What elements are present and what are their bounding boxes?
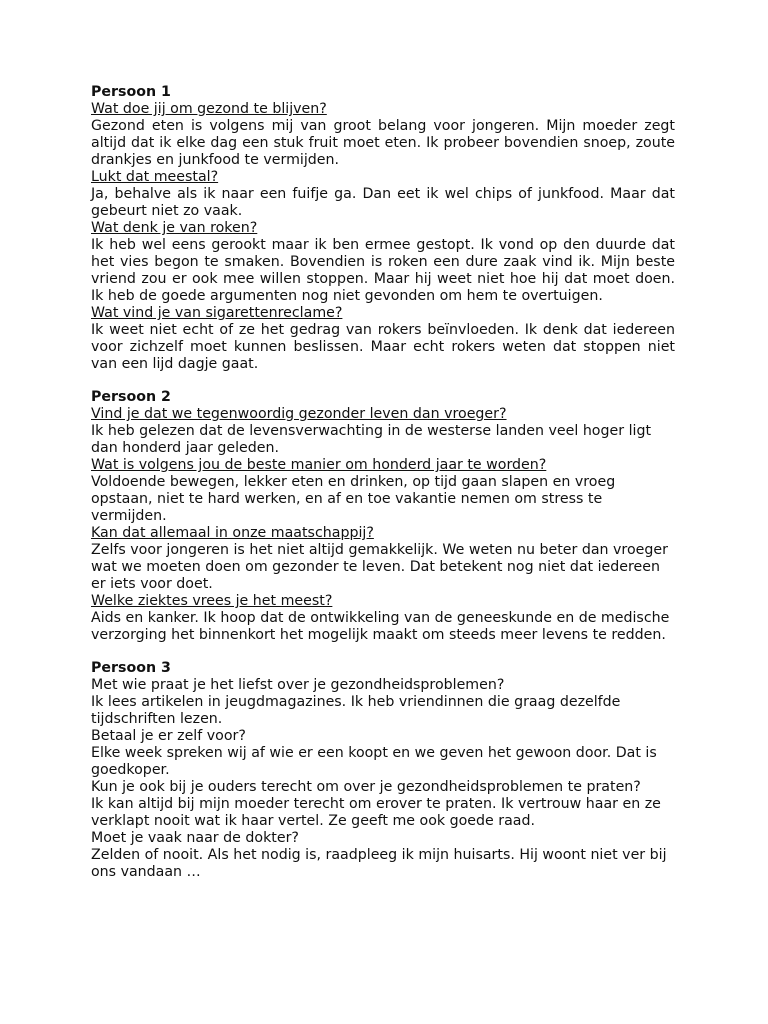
answer: Aids en kanker. Ik hoop dat de ontwikkeling van de geneeskunde en de medische verzorging het binnenkort het mogelijk maakt om steeds meer levens te redden. — [91, 610, 670, 643]
answer: Ik heb gelezen dat de levensverwachting in de westerse landen veel hoger ligt dan honderd jaar geleden. — [91, 423, 652, 456]
answer: Ik heb wel eens gerookt maar ik ben ermee gestopt. Ik vond op den duurde dat het vies begon te smaken. Bovendien is roken een dure zaak vind ik. Mijn beste vriend zou er ook mee willen stoppen. Maar hij weet niet hoe hij dat moet doen. Ik heb de goede argumenten nog niet gevonden om hem te overtuigen. — [91, 237, 675, 304]
answer: Ik weet niet echt of ze het gedrag van rokers beïnvloeden. Ik denk dat iedereen voor zichzelf moet kunnen beslissen. Maar echt rokers weten dat stoppen niet van een lijd dagje gaat. — [91, 322, 675, 372]
question: Wat doe jij om gezond te blijven? — [91, 101, 327, 117]
question: Wat denk je van roken? — [91, 220, 258, 236]
answer: Ik lees artikelen in jeugdmagazines. Ik heb vriendinnen die graag dezelfde tijdschriften lezen. — [91, 694, 621, 727]
question: Lukt dat meestal? — [91, 169, 219, 185]
answer: Voldoende bewegen, lekker eten en drinken, op tijd gaan slapen en vroeg opstaan, niet te hard werken, en af en toe vakantie nemen om stress te vermijden. — [91, 474, 616, 524]
question: Kan dat allemaal in onze maatschappij? — [91, 525, 374, 541]
answer: Elke week spreken wij af wie er een koopt en we geven het gewoon door. Dat is goedkoper. — [91, 745, 657, 778]
document-page — [91, 84, 675, 897]
person-section-3 — [91, 660, 675, 881]
answer: Zelden of nooit. Als het nodig is, raadpleeg ik mijn huisarts. Hij woont niet ver bij ons vandaan … — [91, 847, 667, 880]
person-section-2 — [91, 389, 675, 644]
person-heading: Persoon 2 — [91, 389, 171, 405]
answer: Zelfs voor jongeren is het niet altijd gemakkelijk. We weten nu beter dan vroeger wat we moeten doen om gezonder te leven. Dat betekent nog niet dat iedereen er iets voor doet. — [91, 542, 668, 592]
person-section-1 — [91, 84, 675, 373]
person-heading: Persoon 3 — [91, 660, 171, 676]
answer: Ja, behalve als ik naar een fuifje ga. Dan eet ik wel chips of junkfood. Maar dat gebeurt niet zo vaak. — [91, 186, 675, 219]
question: Met wie praat je het liefst over je gezondheidsproblemen? — [91, 677, 505, 693]
question: Vind je dat we tegenwoordig gezonder leven dan vroeger? — [91, 406, 507, 422]
question: Wat is volgens jou de beste manier om honderd jaar te worden? — [91, 457, 547, 473]
question: Welke ziektes vrees je het meest? — [91, 593, 333, 609]
question: Betaal je er zelf voor? — [91, 728, 246, 744]
answer: Ik kan altijd bij mijn moeder terecht om erover te praten. Ik vertrouw haar en ze verklapt nooit wat ik haar vertel. Ze geeft me ook goede raad. — [91, 796, 661, 829]
answer: Gezond eten is volgens mij van groot belang voor jongeren. Mijn moeder zegt altijd dat ik elke dag een stuk fruit moet eten. Ik probeer bovendien snoep, zoute drankjes en junkfood te vermijden. — [91, 118, 675, 168]
person-heading: Persoon 1 — [91, 84, 171, 100]
question: Wat vind je van sigarettenreclame? — [91, 305, 343, 321]
question: Kun je ook bij je ouders terecht om over je gezondheidsproblemen te praten? — [91, 779, 641, 795]
question: Moet je vaak naar de dokter? — [91, 830, 299, 846]
